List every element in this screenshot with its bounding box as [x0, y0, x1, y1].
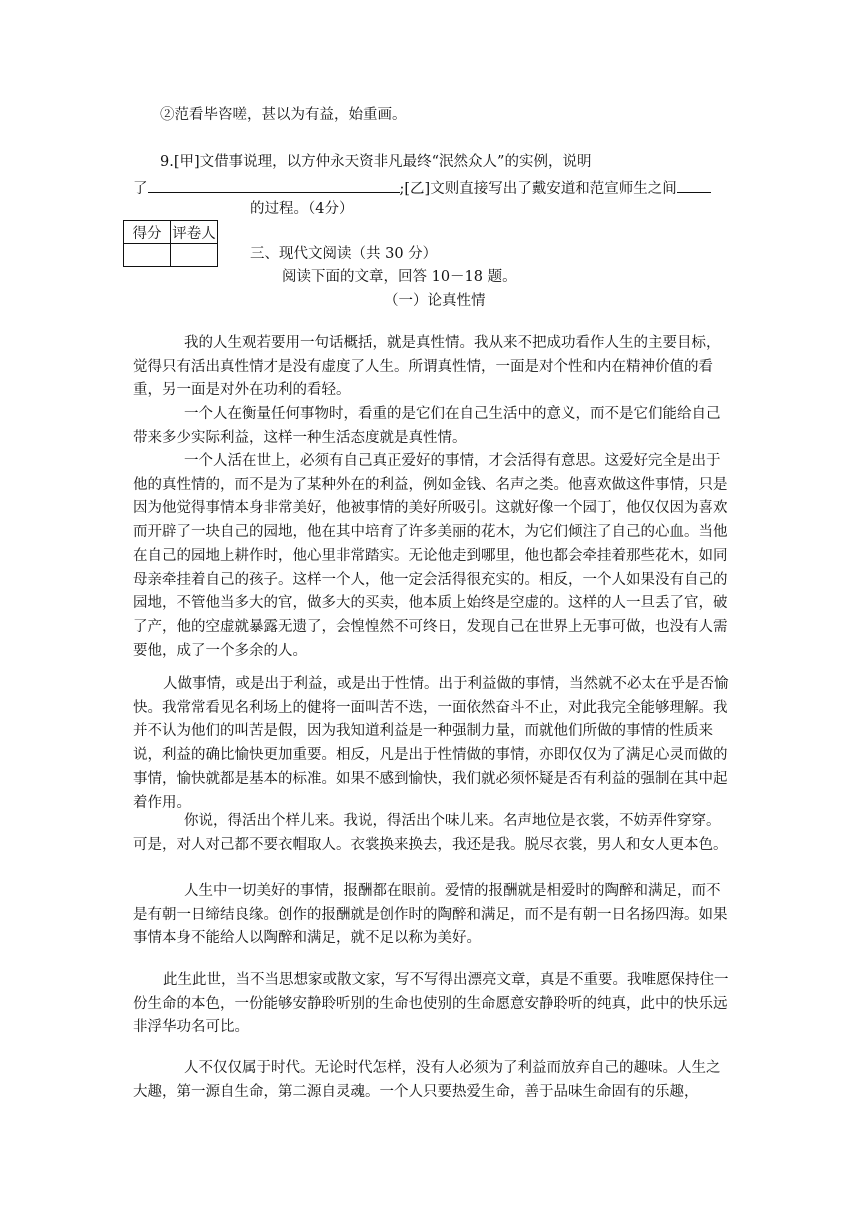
paragraph-1: 我的人生观若要用一句话概括，就是真性情。我从来不把成功看作人生的主要目标，觉得只有活出真性情才是没有虚度了人生。所谓真性情，一面是对个性和内在精神价值的看重，另一面是对外在功利的看轻。 — [133, 335, 721, 399]
paragraph-8: 人不仅仅属于时代。无论时代怎样，没有人必须为了利益而放弃自己的趣味。人生之大趣，第一源自生命，第二源自灵魂。一个人只要热爱生命，善于品味生命固有的乐趣， — [133, 1060, 721, 1100]
paragraph-2: 一个人在衡量任何事物时，看重的是它们在自己生活中的意义，而不是它们能给自己带来多少实际利益，这样一种生活态度就是真性情。 — [133, 406, 721, 446]
paragraph-4: 人做事情，或是出于利益，或是出于性情。出于利益做的事情，当然就不必太在乎是否愉快。我常常看见名利场上的健将一面叫苦不迭，一面依然奋斗不止，对此我完全能够理解。我并不认为他们的叫苦是假，因为我知道利益是一种强制力量，而就他们所做的事情的性质来说，利益的确比愉快更加重要。相反，凡是出于性情做的事情，亦即仅仅为了满足心灵而做的事情，愉快就都是基本的标准。如果不感到愉快，我们就必须怀疑是否有利益的强制在其中起着作用。 — [133, 676, 729, 811]
paragraph-7: 此生此世，当不当思想家或散文家，写不写得出漂亮文章，真是不重要。我唯愿保持住一份生命的本色，一份能够安静聆听别的生命也使别的生命愿意安静聆听的纯真，此中的快乐远非浮华功名可比。 — [133, 972, 729, 1036]
question-9-line2 — [133, 178, 711, 199]
grader-header: 评卷人 — [171, 221, 218, 244]
score-table — [123, 220, 218, 267]
answer-blank-2[interactable] — [677, 178, 711, 193]
section-instruction: 阅读下面的文章，回答 10－18 题。 — [282, 269, 517, 285]
question-9-middle: ;[乙]文则直接写出了戴安道和范宣师生之间 — [399, 181, 677, 197]
grader-cell[interactable] — [171, 244, 218, 267]
score-cell[interactable] — [124, 244, 171, 267]
paragraph-6: 人生中一切美好的事情，报酬都在眼前。爱情的报酬就是相爱时的陶醉和满足，而不是有朝一日缔结良缘。创作的报酬就是创作时的陶醉和满足，而不是有朝一日名扬四海。如果事情本身不能给人以陶醉和满足，就不足以称为美好。 — [133, 883, 728, 947]
question-9-line1: 9.[甲]文借事说理，以方仲永天资非凡最终“泯然众人”的实例，说明 — [160, 154, 592, 170]
score-header: 得分 — [124, 221, 171, 244]
paragraph-3: 一个人活在世上，必须有自己真正爱好的事情，才会活得有意思。这爱好完全是出于他的真性情的，而不是为了某种外在的利益，例如金钱、名声之类。他喜欢做这件事情，只是因为他觉得事情本身非常美好，他被事情的美好所吸引。这就好像一个园丁，他仅仅因为喜欢而开辟了一块自己的园地，他在其中培育了许多美丽的花木，为它们倾注了自己的心血。当他在自己的园地上耕作时，他心里非常踏实。无论他走到哪里，他也都会牵挂着那些花木，如同母亲牵挂着自己的孩子。这样一个人，他一定会活得很充实的。相反，一个人如果没有自己的园地，不管他当多大的官，做多大的买卖，他本质上始终是空虚的。这样的人一旦丢了官，破了产，他的空虚就暴露无遗了，会惶惶然不可终日，发现自己在世界上无事可做，也没有人需要他，成了一个多余的人。 — [133, 453, 728, 659]
item-2-text: ②范看毕咨嗟，甚以为有益，始重画。 — [160, 107, 407, 123]
question-9-line3: 的过程。（4分） — [250, 201, 354, 217]
paragraph-5: 你说，得活出个样儿来。我说，得活出个味儿来。名声地位是衣裳，不妨弄件穿穿。可是，对人对己都不要衣帽取人。衣裳换来换去，我还是我。脱尽衣裳，男人和女人更本色。 — [133, 813, 728, 853]
answer-blank-1[interactable] — [148, 178, 400, 193]
section-heading: 三、现代文阅读（共 30 分） — [250, 246, 438, 262]
question-9-prefix: 了 — [133, 181, 148, 197]
article-title: （一）论真性情 — [384, 293, 486, 309]
